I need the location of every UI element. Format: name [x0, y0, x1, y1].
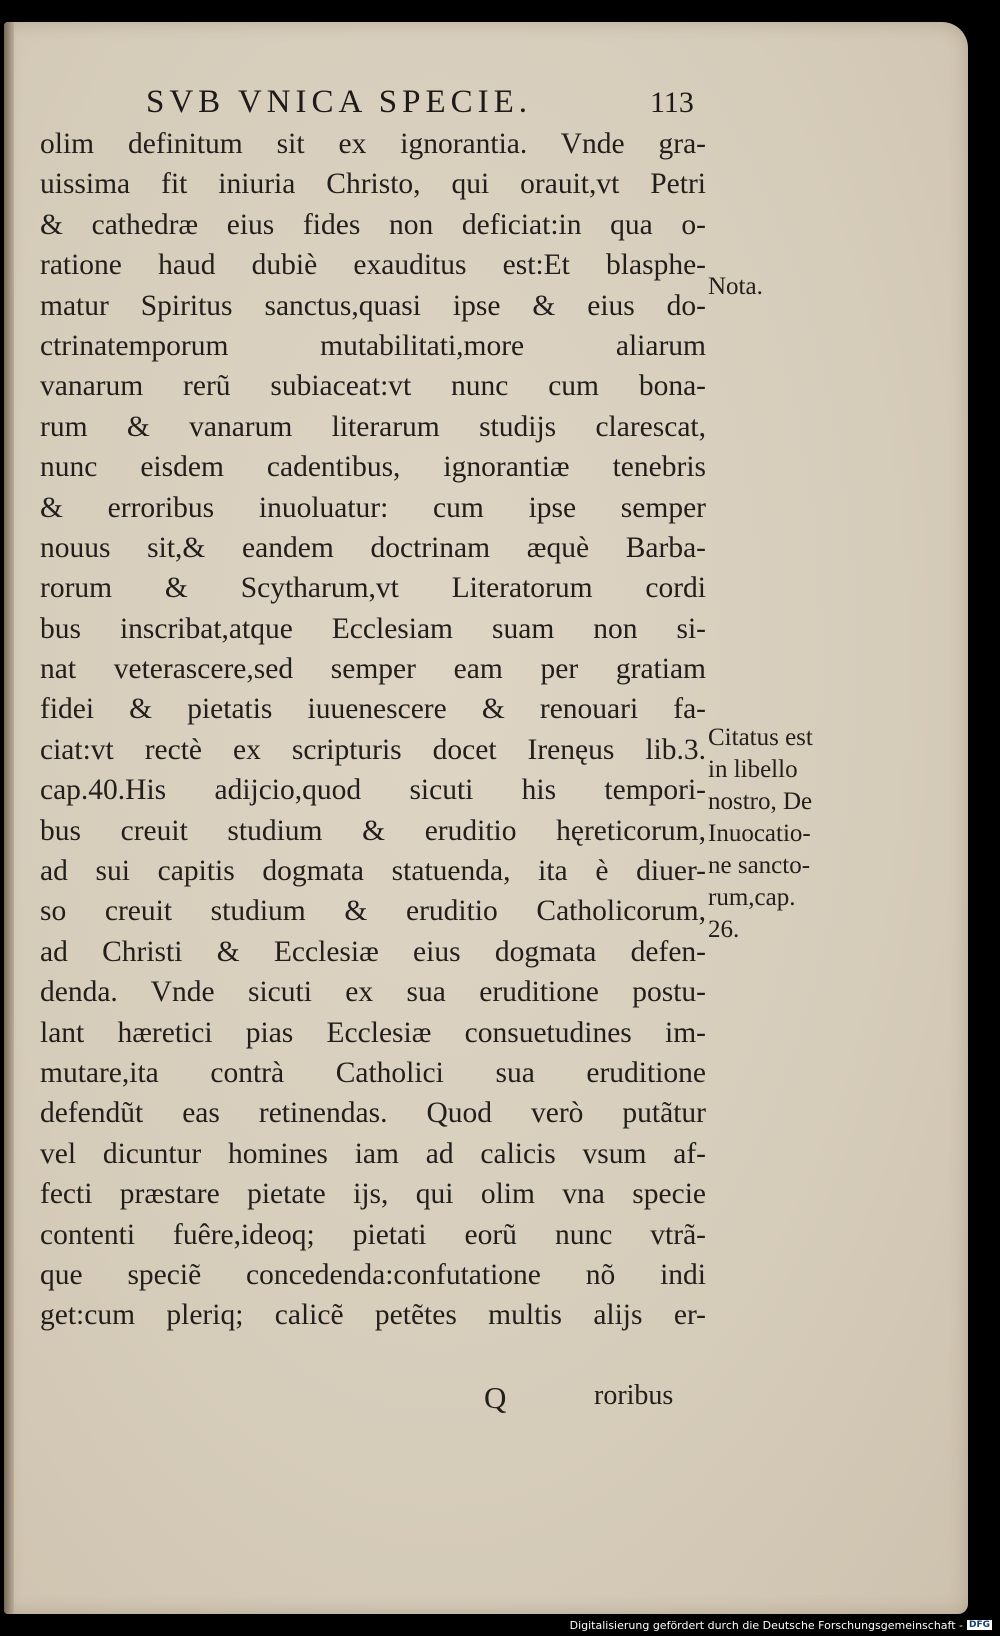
text-line: & erroribus inuoluatur: cum ipse semper: [40, 491, 706, 524]
signature-mark: Q: [484, 1380, 507, 1415]
text-line: ad Christi & Ecclesiæ eius dogmata defen-: [40, 935, 706, 968]
text-line: ratione haud dubiè exauditus est:Et blasphe-: [40, 249, 706, 282]
margin-note-line: 26.: [708, 916, 740, 943]
text-line: vanarum rerũ subiaceat:vt nunc cum bona-: [40, 370, 706, 403]
margin-note-line: Citatus est: [708, 724, 813, 751]
running-head: SVB VNICA SPECIE.: [146, 84, 533, 120]
margin-note-citation: [708, 722, 813, 946]
text-line: vel dicuntur homines iam ad calicis vsum af-: [40, 1137, 706, 1170]
text-line: bus inscribat,atque Ecclesiam suam non si-: [40, 612, 706, 645]
margin-note-line: in libello: [708, 756, 798, 783]
margin-note-line: nostro, De: [708, 788, 813, 815]
text-line: uissima fit iniuria Christo, qui orauit,vt Petri: [40, 168, 706, 201]
text-line: rum & vanarum literarum studijs clarescat,: [40, 410, 706, 443]
text-line: bus creuit studium & eruditio hęreticorum,: [40, 814, 706, 847]
text-line: olim definitum sit ex ignorantia. Vnde gra-: [40, 128, 706, 160]
text-line: fecti præstare pietate ijs, qui olim vna specie: [40, 1178, 706, 1211]
margin-note-line: Inuocatio-: [708, 820, 811, 847]
text-line: contenti fuêre,ideoq; pietati eorũ nunc vtrã-: [40, 1218, 706, 1251]
text-line: nunc eisdem cadentibus, ignorantiæ tenebris: [40, 451, 706, 484]
text-line: defendũt eas retinendas. Quod verò putãtur: [40, 1097, 706, 1130]
text-line: nouus sit,& eandem doctrinam æquè Barba-: [40, 531, 706, 564]
footer-text: Digitalisierung gefördert durch die Deutsche Forschungsgemeinschaft -: [569, 1618, 963, 1632]
text-line: ciat:vt rectè ex scripturis docet Irenęus lib.3.: [40, 733, 706, 766]
text-line: que speciẽ concedenda:confutatione nõ indi: [40, 1258, 706, 1291]
text-line: & cathedræ eius fides non deficiat:in qua o-: [40, 208, 706, 241]
text-line: rorum & Scytharum,vt Literatorum cordi: [40, 572, 706, 605]
text-line: fidei & pietatis iuuenescere & renouari fa-: [40, 693, 706, 726]
text-line: cap.40.His adijcio,quod sicuti his tempori-: [40, 774, 706, 807]
text-line: get:cum pleriq; calicẽ petẽtes multis alijs er-: [40, 1299, 706, 1332]
margin-note-line: ne sancto-: [708, 852, 811, 879]
digitization-footer: [570, 1616, 992, 1634]
margin-note-nota: Nota.: [708, 273, 763, 300]
margin-note-line: rum,cap.: [708, 884, 796, 911]
text-line: ctrinatemporum mutabilitati,more aliarum: [40, 329, 706, 362]
catchword: roribus: [594, 1380, 674, 1411]
text-line: denda. Vnde sicuti ex sua eruditione postu-: [40, 976, 706, 1009]
dfg-logo-icon: DFG: [968, 1620, 990, 1630]
text-line: matur Spiritus sanctus,quasi ipse & eius do-: [40, 289, 706, 322]
page-number: 113: [650, 86, 694, 119]
text-line: so creuit studium & eruditio Catholicorum,: [40, 895, 706, 928]
text-line: mutare,ita contrà Catholici sua eruditione: [40, 1056, 706, 1089]
text-line: lant hæretici pias Ecclesiæ consuetudines im-: [40, 1016, 706, 1049]
text-line: ad sui capitis dogmata statuenda, ita è diuer-: [40, 855, 706, 888]
page-spine-shadow: [4, 22, 14, 1614]
body-text: [40, 124, 706, 1336]
text-line: nat veterascere,sed semper eam per gratiam: [40, 653, 706, 686]
